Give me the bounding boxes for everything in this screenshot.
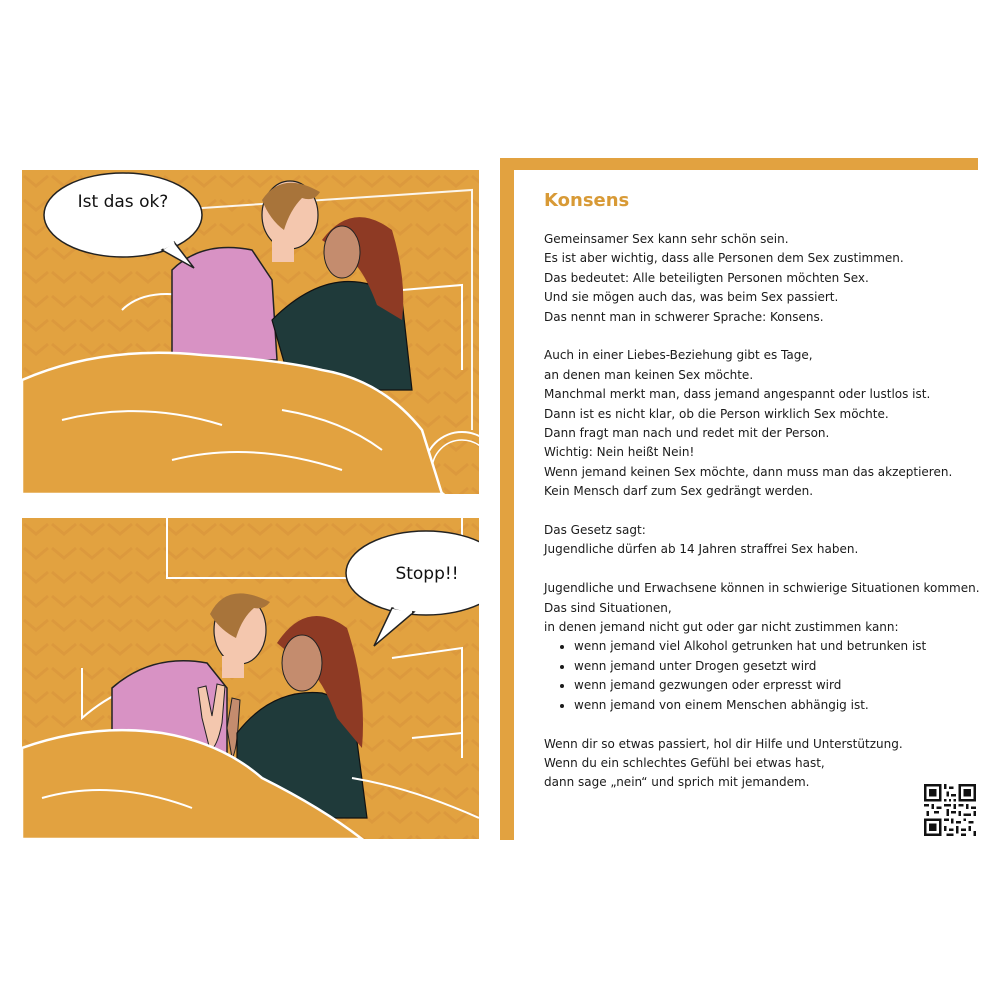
text-line: dann sage „nein“ und sprich mit jemandem. xyxy=(544,775,810,790)
paragraph-situations xyxy=(544,579,980,637)
text-line: Das sind Situationen, xyxy=(544,600,672,615)
list-item: • wenn jemand von einem Menschen abhängig ist. xyxy=(574,696,969,715)
text-line: in denen jemand nicht gut oder gar nicht zustimmen kann: xyxy=(544,620,899,635)
paragraph-relationship xyxy=(544,346,969,501)
text-line: an denen man keinen Sex möchte. xyxy=(544,367,754,382)
comic-illustration-ask xyxy=(22,170,479,494)
list-item: • wenn jemand unter Drogen gesetzt wird xyxy=(574,657,969,676)
paragraph-intro xyxy=(544,230,969,327)
qr-code-icon[interactable] xyxy=(924,784,976,836)
text-line: Das Gesetz sagt: xyxy=(544,523,646,538)
list-item: • wenn jemand gezwungen oder erpresst wird xyxy=(574,676,969,695)
text-line: Jugendliche und Erwachsene können in schwierige Situationen kommen. xyxy=(544,581,980,596)
text-line: Dann ist es nicht klar, ob die Person wirklich Sex möchte. xyxy=(544,406,889,421)
text-line: Wichtig: Nein heißt Nein! xyxy=(544,445,695,460)
text-line: Und sie mögen auch das, was beim Sex passiert. xyxy=(544,290,839,305)
text-line: Wenn dir so etwas passiert, hol dir Hilfe und Unterstützung. xyxy=(544,736,903,751)
list-item: • wenn jemand viel Alkohol getrunken hat und betrunken ist xyxy=(574,637,969,656)
paragraph-help xyxy=(544,735,969,793)
speech-bubble-ask: Ist das ok? xyxy=(77,192,169,212)
text-line: Wenn jemand keinen Sex möchte, dann muss man das akzeptieren. xyxy=(544,464,953,479)
comic-panel-top xyxy=(22,170,479,494)
text-line: Es ist aber wichtig, dass alle Personen dem Sex zustimmen. xyxy=(544,251,904,266)
text-line: Dann fragt man nach und redet mit der Person. xyxy=(544,426,830,441)
situations-list xyxy=(544,637,969,715)
text-line: Auch in einer Liebes-Beziehung gibt es Tage, xyxy=(544,348,813,363)
comic-panel-bottom xyxy=(22,518,479,839)
card-text xyxy=(544,230,980,812)
card-title: Konsens xyxy=(544,190,630,211)
text-line: Wenn du ein schlechtes Gefühl bei etwas hast, xyxy=(544,755,825,770)
text-line: Jugendliche dürfen ab 14 Jahren straffrei Sex haben. xyxy=(544,542,859,557)
text-line: Gemeinsamer Sex kann sehr schön sein. xyxy=(544,232,789,246)
paragraph-law xyxy=(544,521,969,560)
text-line: Das bedeutet: Alle beteiligten Personen möchten Sex. xyxy=(544,270,869,285)
text-line: Kein Mensch darf zum Sex gedrängt werden. xyxy=(544,484,814,499)
text-line: Manchmal merkt man, dass jemand angespannt oder lustlos ist. xyxy=(544,387,931,402)
text-line: Das nennt man in schwerer Sprache: Konsens. xyxy=(544,309,824,324)
speech-bubble-stop: Stopp!! xyxy=(395,564,459,584)
